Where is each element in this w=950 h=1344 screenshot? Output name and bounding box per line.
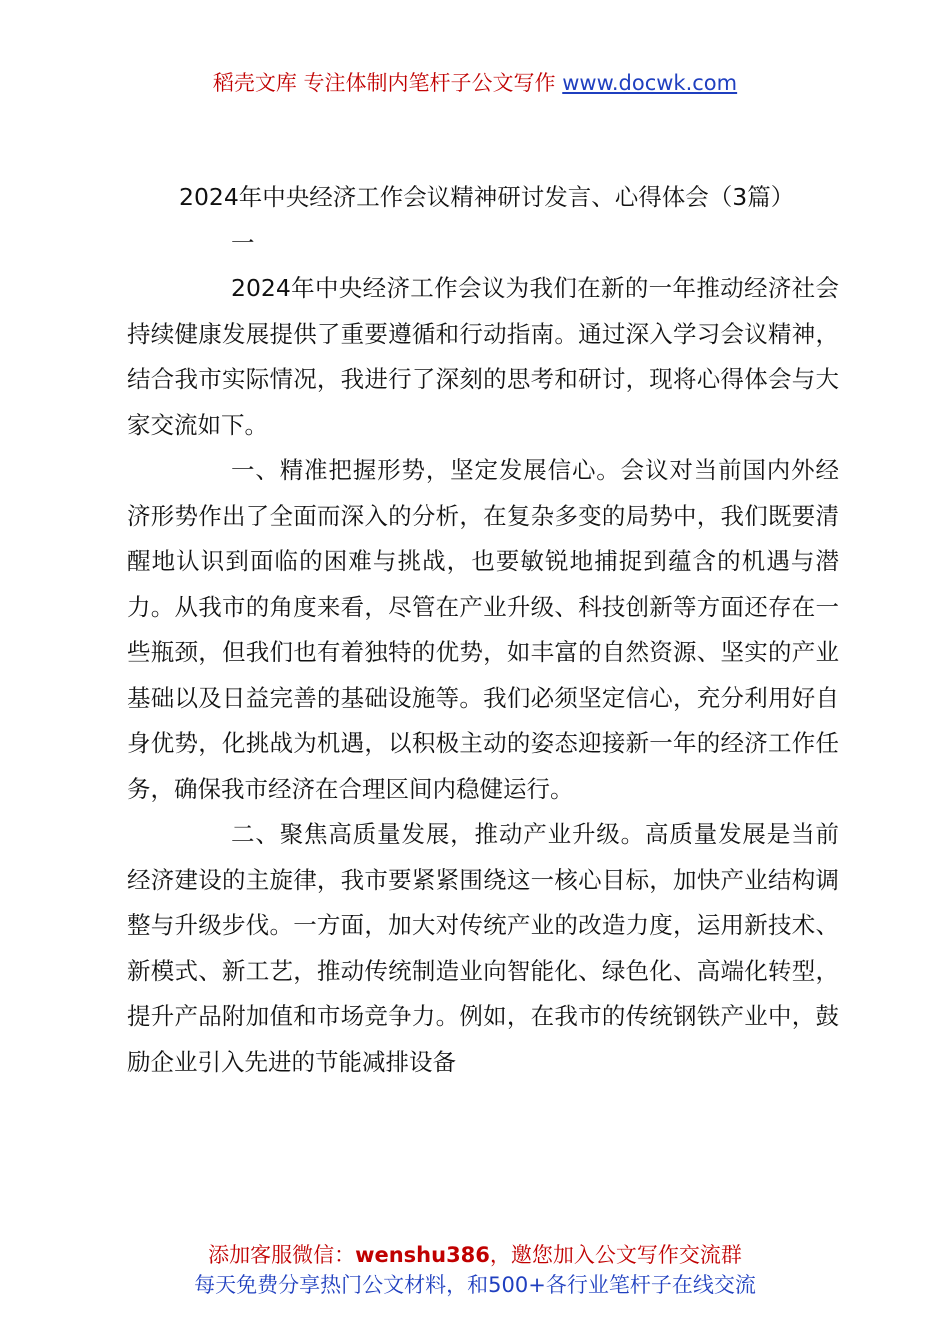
page-header (0, 68, 950, 98)
document-title: 2024年中央经济工作会议精神研讨发言、心得体会（3篇） (179, 183, 795, 211)
paragraph-intro: 2024年中央经济工作会议为我们在新的一年推动经济社会持续健康发展提供了重要遵循和行动指南。通过深入学习会议精神，结合我市实际情况，我进行了深刻的思考和研讨，现将心得体会与大家交流如下。 (127, 274, 839, 439)
footer-contact-suffix: ，邀您加入公文写作交流群 (489, 1243, 742, 1267)
brand-text: 稻壳文库 专注体制内笔杆子公文写作 (212, 71, 556, 95)
footer-promo-line: 每天免费分享热门公文材料，和500+各行业笔杆子在线交流 (194, 1273, 756, 1297)
paragraph-point-1: 一、精准把握形势，坚定发展信心。会议对当前国内外经济形势作出了全面而深入的分析，在复杂多变的局势中，我们既要清醒地认识到面临的困难与挑战，也要敏锐地捕捉到蕴含的机遇与潜力。从我市的角度来看，尽管在产业升级、科技创新等方面还存在一些瓶颈，但我们也有着独特的优势，如丰富的自然资源、坚实的产业基础以及日益完善的基础设施等。我们必须坚定信心，充分利用好自身优势，化挑战为机遇，以积极主动的姿态迎接新一年的经济工作任务，确保我市经济在合理区间内稳健运行。 (127, 456, 839, 803)
paragraph-point-2: 二、聚焦高质量发展，推动产业升级。高质量发展是当前经济建设的主旋律，我市要紧紧围绕这一核心目标，加快产业结构调整与升级步伐。一方面，加大对传统产业的改造力度，运用新技术、新模式、新工艺，推动传统制造业向智能化、绿色化、高端化转型，提升产品附加值和市场竞争力。例如，在我市的传统钢铁产业中，鼓励企业引入先进的节能减排设备 (127, 820, 839, 1076)
section-number: 一 (231, 228, 255, 257)
website-link[interactable]: www.docwk.com (562, 71, 738, 95)
footer-contact-line (0, 1240, 950, 1270)
wechat-id: wenshu386 (355, 1243, 490, 1267)
footer-contact-prefix: 添加客服微信： (208, 1243, 356, 1267)
document-body (127, 175, 839, 1085)
page-footer (0, 1240, 950, 1300)
